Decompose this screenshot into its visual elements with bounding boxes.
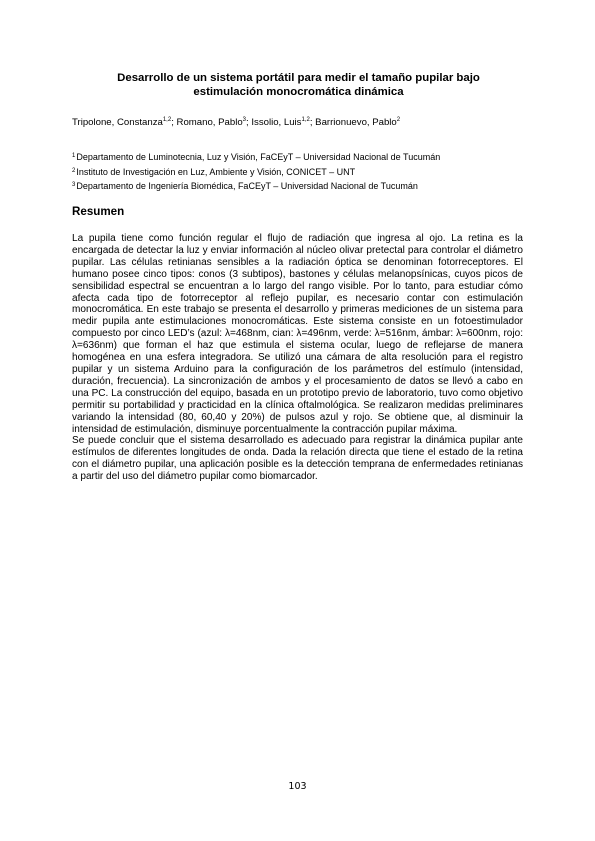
author-separator: ; — [246, 117, 252, 128]
affiliation-number: 2 — [72, 167, 76, 174]
affiliation-list — [72, 150, 440, 194]
author-list — [72, 117, 400, 129]
paper-title-line-2: estimulación monocromática dinámica — [193, 86, 404, 98]
author-name: Romano, Pablo — [176, 117, 243, 128]
author-name: Issolio, Luis — [251, 117, 302, 128]
abstract-paragraph: Se puede concluir que el sistema desarrollado es adecuado para registrar la dinámica pupilar ante estímulos de diferentes longitudes de onda. Dada la relación directa que tiene el estado de la retina con el diámetro pupilar, una aplicación posible es la detección temprana de enfermedades retinianas a partir del uso del diámetro pupilar como biomarcador. — [72, 435, 523, 483]
affiliation-text: Departamento de Luminotecnia, Luz y Visión, FaCEyT – Universidad Nacional de Tucumán — [76, 152, 441, 162]
author-affiliation-marker: 2 — [396, 117, 401, 123]
author-affiliation-marker: 3 — [242, 117, 247, 123]
affiliation-text: Instituto de Investigación en Luz, Ambiente y Visión, CONICET – UNT — [76, 166, 356, 177]
paper-title-line-1: Desarrollo de un sistema portátil para medir el tamaño pupilar bajo — [117, 72, 480, 84]
affiliation-number: 3 — [72, 182, 76, 188]
abstract-paragraph: La pupila tiene como función regular el flujo de radiación que ingresa al ojo. La retina es la encargada de detectar la luz y enviar información al núcleo olivar pretectal para controlar el diámetro pupilar. Las células retinianas sensibles a la radiación óptica se denominan fotorreceptores. El humano posee cinco tipos: conos (3 subtipos), bastones y células melanopsínicas, cuyos picos de sensibilidad espectral se encuentran a lo largo del rango visible. Por lo tanto, para estudiar cómo afecta cada tipo de fotorreceptor al reflejo pupilar, es necesario contar con estimulación monocromática. En este trabajo se presenta el desarrollo y primeras mediciones de un sistema para medir pupila ante estimulaciones monocromáticas. Este sistema consiste en un fotoestimulador compuesto por cinco LED’s (azul: λ=468nm, cian: λ=496nm, verde: λ=516nm, ámbar: λ=600nm, rojo: λ=636nm) que forman el haz que estimula el sistema ocular, luego de reflejarse de manera homogénea en una esfera integradora. Se utilizó una cámara de alta resolución para el registro pupilar y un sistema Arduino para la configuración de los parámetros del estímulo (intensidad, duración, frecuencia). La sincronización de ambos y el procesamiento de datos se llevó a cabo en una PC. La construcción del equipo, basada en un prototipo previo de laboratorio, tuvo como objetivo permitir su portabilidad y practicidad en la clínica oftalmológica. Se realizaron medidas preliminares variando la intensidad (80, 60,40 y 20%) de pulsos azul y rojo. Se obtiene que, al disminuir la intensidad de estimulación, disminuye porcentualmente la contracción pupilar máxima. — [72, 233, 523, 435]
author-affiliation-marker: 1,2 — [162, 117, 172, 123]
author-name: Tripolone, Constanza — [72, 117, 163, 128]
author-name: Barrionuevo, Pablo — [315, 117, 397, 128]
author — [72, 117, 177, 128]
paper-title — [96, 71, 501, 99]
author — [177, 117, 252, 128]
author-separator: ; — [171, 117, 177, 128]
affiliation — [72, 165, 440, 180]
affiliation-text: Departamento de Ingeniería Biomédica, FaCEyT – Universidad Nacional de Tucumán — [76, 181, 418, 191]
page-number: 103 — [288, 781, 307, 792]
affiliation — [72, 179, 440, 194]
affiliation-number: 1 — [72, 153, 76, 159]
author-separator: ; — [309, 117, 316, 128]
abstract-body — [72, 233, 523, 483]
author — [315, 117, 400, 128]
author-affiliation-marker: 1,2 — [301, 117, 310, 123]
section-heading: Resumen — [72, 205, 125, 218]
affiliation — [72, 150, 440, 165]
author — [251, 117, 315, 128]
